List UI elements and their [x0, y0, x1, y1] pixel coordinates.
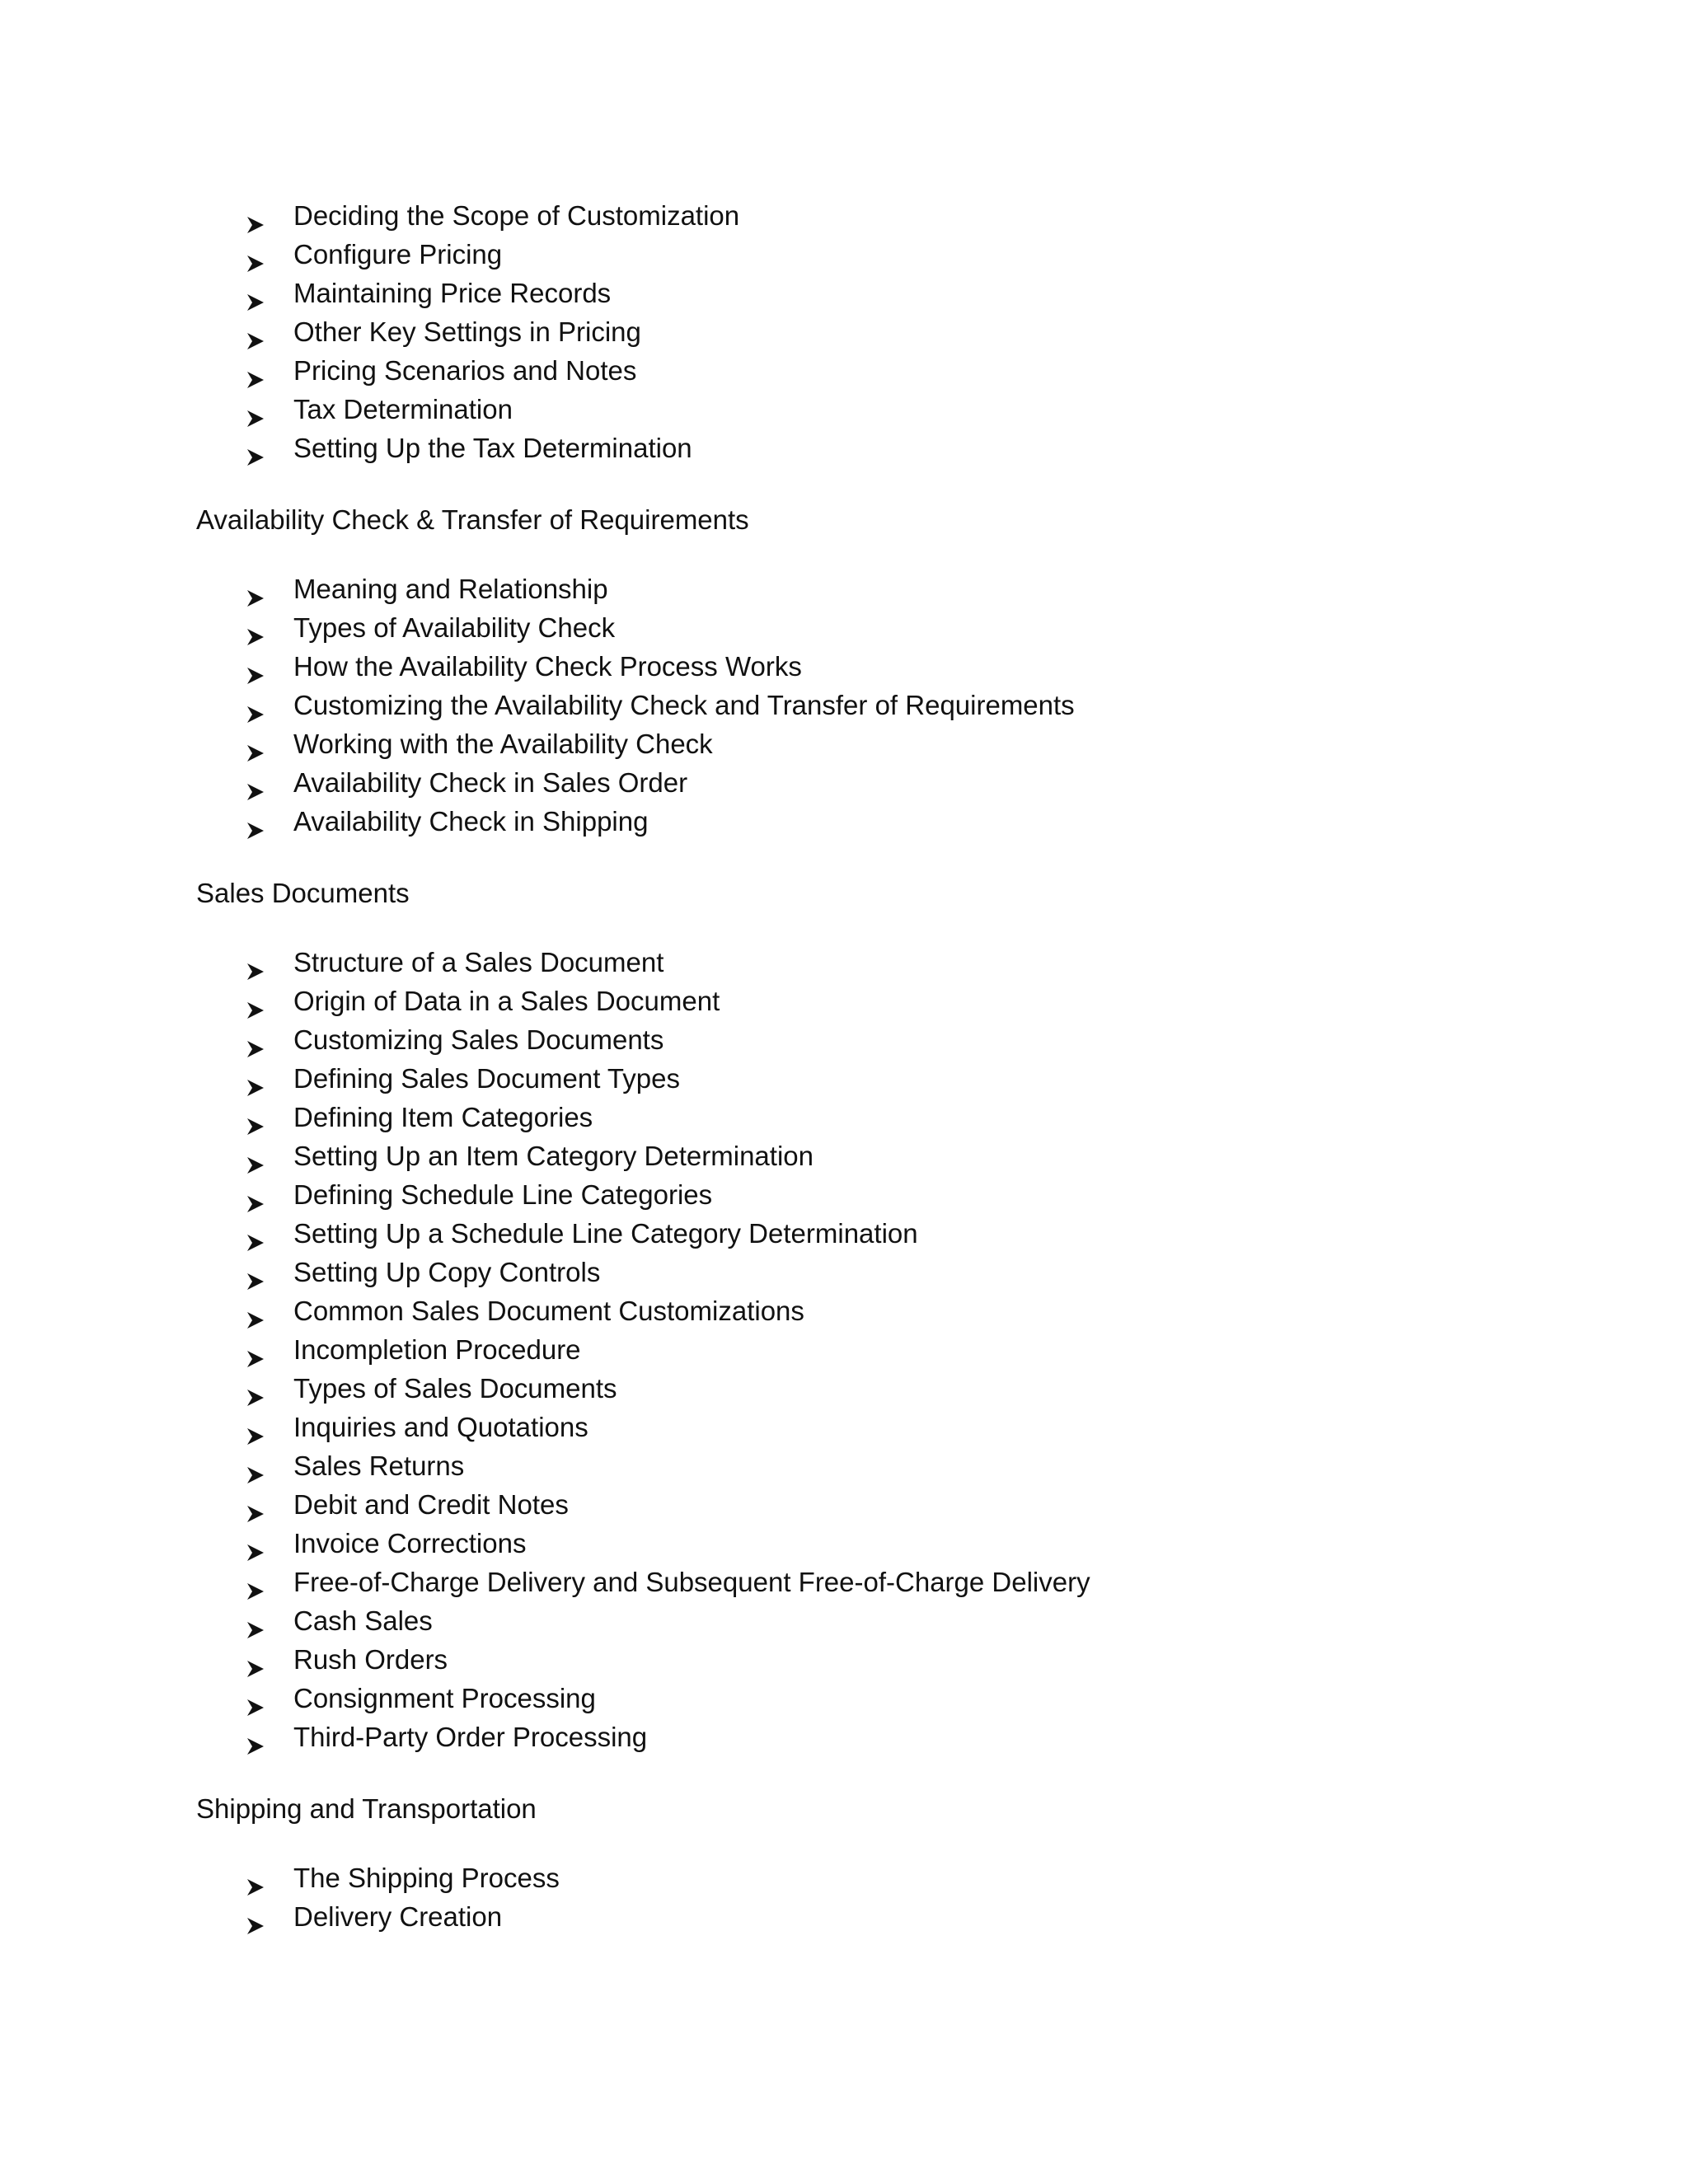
list-item-text: Structure of a Sales Document [293, 947, 664, 977]
list-item [196, 1408, 1482, 1446]
list-item-text: Deciding the Scope of Customization [293, 200, 740, 231]
list-item [196, 943, 1482, 982]
list-item [196, 235, 1482, 274]
arrowhead-bullet-icon [246, 1185, 265, 1205]
section-spacer [196, 467, 1482, 500]
arrowhead-bullet-icon [246, 1030, 265, 1050]
list-item [196, 1291, 1482, 1330]
list-item-text: Setting Up a Schedule Line Category Determination [293, 1218, 918, 1249]
list-item [196, 274, 1482, 312]
list-item-text: Third-Party Order Processing [293, 1722, 648, 1752]
list-item [196, 686, 1482, 724]
arrowhead-bullet-icon [246, 1108, 265, 1127]
list-item [196, 312, 1482, 351]
arrowhead-bullet-icon [246, 1146, 265, 1166]
arrowhead-bullet-icon [246, 1572, 265, 1592]
arrowhead-bullet-icon [246, 1379, 265, 1399]
list-item [196, 763, 1482, 802]
list-item-text: Free-of-Charge Delivery and Subsequent Free-of-Charge Delivery [293, 1567, 1090, 1597]
list-item-text: Delivery Creation [293, 1901, 503, 1932]
list-item-text: Working with the Availability Check [293, 729, 713, 759]
arrowhead-bullet-icon [246, 618, 265, 638]
list-item-text: Setting Up an Item Category Determination [293, 1141, 814, 1171]
section-spacer [196, 912, 1482, 943]
arrowhead-bullet-icon [246, 734, 265, 754]
list-item [196, 1601, 1482, 1640]
list-item [196, 1640, 1482, 1679]
arrowhead-bullet-icon [246, 1224, 265, 1244]
arrowhead-bullet-icon [246, 1727, 265, 1747]
arrowhead-bullet-icon [246, 812, 265, 832]
bullet-list [196, 569, 1482, 841]
arrowhead-bullet-icon [246, 696, 265, 715]
arrowhead-bullet-icon [246, 1495, 265, 1515]
list-item-text: Origin of Data in a Sales Document [293, 986, 720, 1016]
section-spacer [196, 1828, 1482, 1858]
list-item [196, 196, 1482, 235]
arrowhead-bullet-icon [246, 953, 265, 972]
arrowhead-bullet-icon [246, 1418, 265, 1437]
arrowhead-bullet-icon [246, 1907, 265, 1927]
list-item [196, 569, 1482, 608]
list-item [196, 390, 1482, 429]
list-item-text: Availability Check in Shipping [293, 806, 649, 837]
list-item [196, 608, 1482, 647]
list-item [196, 1020, 1482, 1059]
list-item-text: Types of Sales Documents [293, 1373, 617, 1404]
arrowhead-bullet-icon [246, 773, 265, 793]
arrowhead-bullet-icon [246, 1069, 265, 1089]
list-item [196, 1485, 1482, 1524]
list-item [196, 1563, 1482, 1601]
section-heading: Shipping and Transportation [196, 1793, 537, 1824]
arrowhead-bullet-icon [246, 657, 265, 677]
arrowhead-bullet-icon [246, 361, 265, 381]
list-item-text: Consignment Processing [293, 1683, 596, 1713]
list-item [196, 982, 1482, 1020]
list-item-text: Inquiries and Quotations [293, 1412, 588, 1442]
list-item [196, 1175, 1482, 1214]
list-item-text: Defining Schedule Line Categories [293, 1179, 713, 1210]
arrowhead-bullet-icon [246, 322, 265, 342]
arrowhead-bullet-icon [246, 438, 265, 458]
list-item-text: Invoice Corrections [293, 1528, 527, 1558]
list-item-text: Types of Availability Check [293, 612, 616, 643]
list-item-text: Defining Item Categories [293, 1102, 593, 1132]
list-item-text: Meaning and Relationship [293, 574, 608, 604]
arrowhead-bullet-icon [246, 1340, 265, 1360]
list-item [196, 1330, 1482, 1369]
list-item-text: Setting Up the Tax Determination [293, 433, 692, 463]
arrowhead-bullet-icon [246, 1534, 265, 1554]
list-item [196, 429, 1482, 467]
list-item-text: Customizing Sales Documents [293, 1024, 664, 1055]
arrowhead-bullet-icon [246, 400, 265, 419]
list-item-text: Setting Up Copy Controls [293, 1257, 601, 1287]
section-heading: Availability Check & Transfer of Requirements [196, 504, 749, 535]
list-item-text: How the Availability Check Process Works [293, 651, 802, 682]
list-item-text: Debit and Credit Notes [293, 1489, 569, 1520]
list-item [196, 351, 1482, 390]
section-heading: Sales Documents [196, 878, 410, 908]
list-item [196, 1253, 1482, 1291]
arrowhead-bullet-icon [246, 991, 265, 1011]
arrowhead-bullet-icon [246, 1301, 265, 1321]
list-item-text: Sales Returns [293, 1451, 465, 1481]
section-spacer [196, 841, 1482, 874]
arrowhead-bullet-icon [246, 1650, 265, 1670]
list-item-text: Tax Determination [293, 394, 513, 424]
list-item [196, 802, 1482, 841]
section-spacer [196, 1756, 1482, 1789]
arrowhead-bullet-icon [246, 1868, 265, 1888]
arrowhead-bullet-icon [246, 206, 265, 226]
list-item-text: Rush Orders [293, 1644, 448, 1675]
list-item-text: Cash Sales [293, 1605, 433, 1636]
document-content [196, 196, 1482, 1936]
list-item-text: Defining Sales Document Types [293, 1063, 680, 1094]
list-item [196, 1369, 1482, 1408]
bullet-list [196, 943, 1482, 1756]
list-item-text: The Shipping Process [293, 1863, 560, 1893]
list-item-text: Availability Check in Sales Order [293, 767, 688, 798]
bullet-list [196, 196, 1482, 467]
list-item [196, 1897, 1482, 1936]
list-item [196, 1524, 1482, 1563]
list-item [196, 1718, 1482, 1756]
bullet-list [196, 1858, 1482, 1936]
arrowhead-bullet-icon [246, 1456, 265, 1476]
list-item-text: Maintaining Price Records [293, 278, 612, 308]
arrowhead-bullet-icon [246, 579, 265, 599]
list-item-text: Common Sales Document Customizations [293, 1296, 804, 1326]
list-item [196, 1059, 1482, 1098]
list-item-text: Pricing Scenarios and Notes [293, 355, 637, 386]
arrowhead-bullet-icon [246, 1689, 265, 1708]
list-item [196, 1858, 1482, 1897]
list-item [196, 1446, 1482, 1485]
list-item [196, 647, 1482, 686]
arrowhead-bullet-icon [246, 245, 265, 265]
arrowhead-bullet-icon [246, 1263, 265, 1282]
list-item [196, 1098, 1482, 1137]
section-spacer [196, 539, 1482, 569]
list-item-text: Configure Pricing [293, 239, 503, 269]
list-item [196, 1214, 1482, 1253]
list-item-text: Customizing the Availability Check and Transfer of Requirements [293, 690, 1075, 720]
list-item-text: Other Key Settings in Pricing [293, 316, 641, 347]
list-item [196, 1137, 1482, 1175]
list-item [196, 724, 1482, 763]
arrowhead-bullet-icon [246, 1611, 265, 1631]
arrowhead-bullet-icon [246, 284, 265, 303]
list-item [196, 1679, 1482, 1718]
list-item-text: Incompletion Procedure [293, 1334, 581, 1365]
